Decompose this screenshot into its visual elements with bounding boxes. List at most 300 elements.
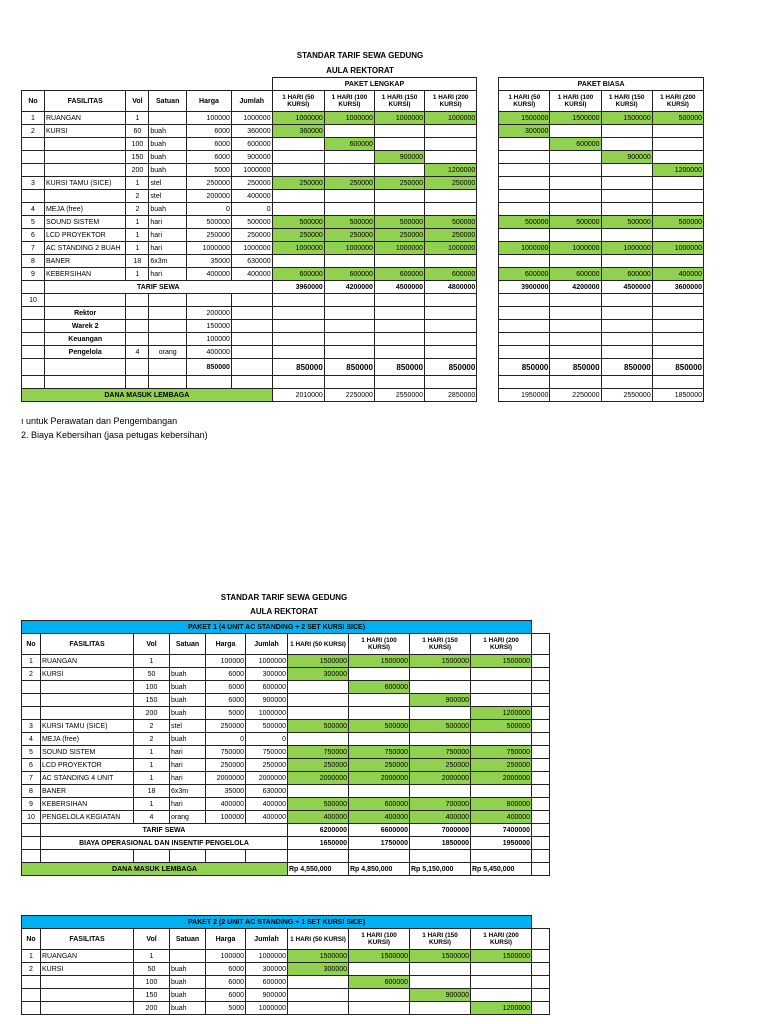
table-cell: 8 — [22, 785, 41, 798]
empty-cell — [324, 307, 374, 320]
table-cell: buah — [170, 668, 206, 681]
table-cell: 2 — [22, 125, 45, 138]
empty-cell — [532, 1002, 550, 1015]
table-cell: 1 — [134, 798, 170, 811]
table-cell — [22, 989, 41, 1002]
table-cell — [471, 668, 532, 681]
table-cell: 2000000 — [288, 772, 349, 785]
table-cell — [41, 989, 134, 1002]
spacer-cell — [477, 320, 499, 333]
table-cell: 600000 — [374, 268, 424, 281]
empty-cell — [601, 307, 652, 320]
table-row — [22, 759, 550, 772]
table-cell: 6000 — [186, 138, 231, 151]
empty-cell — [532, 759, 550, 772]
table-cell: buah — [149, 203, 187, 216]
table-cell — [410, 963, 471, 976]
table-cell — [324, 151, 374, 164]
empty-cell — [44, 376, 125, 389]
table-cell: 3 — [22, 720, 41, 733]
table-cell: 6000 — [186, 125, 231, 138]
table-cell: 250000 — [349, 759, 410, 772]
tarif-value: 4800000 — [425, 281, 477, 294]
table-cell: 6000 — [186, 151, 231, 164]
col-header: 1 HARI (200 KURSI) — [471, 634, 532, 655]
table-cell: 18 — [126, 255, 149, 268]
dana-value: 2250000 — [324, 389, 374, 402]
table-cell: buah — [170, 707, 206, 720]
table-cell — [471, 733, 532, 746]
table-cell: 100 — [134, 976, 170, 989]
table-cell: KURSI TAMU (SICE) — [44, 177, 125, 190]
empty-cell — [22, 346, 45, 359]
table-cell: 200000 — [186, 190, 231, 203]
empty-cell — [134, 850, 170, 863]
empty-cell — [499, 346, 550, 359]
table-cell — [41, 1002, 134, 1015]
table-cell: 1000000 — [246, 950, 288, 963]
table-cell: 1200000 — [425, 164, 477, 177]
table-cell — [374, 125, 424, 138]
table-cell: 400000 — [471, 811, 532, 824]
empty-cell — [532, 850, 550, 863]
spacer-cell — [477, 255, 499, 268]
table-cell: 1 — [22, 950, 41, 963]
table-cell — [324, 190, 374, 203]
col-header: Jumlah — [246, 634, 288, 655]
col-header: 1 HARI (150 KURSI) — [374, 91, 424, 112]
table-cell: 150 — [134, 694, 170, 707]
table-cell — [499, 229, 550, 242]
table-cell: 35000 — [206, 785, 246, 798]
table-cell: 400000 — [288, 811, 349, 824]
table-cell — [601, 203, 652, 216]
empty-cell — [601, 376, 652, 389]
empty-cell — [246, 850, 288, 863]
table-cell: 600000 — [246, 681, 288, 694]
table-cell: orang — [170, 811, 206, 824]
table-cell: 150 — [126, 151, 149, 164]
empty-cell — [532, 837, 550, 850]
empty-cell — [44, 294, 125, 307]
table-cell: 250000 — [425, 229, 477, 242]
table-cell — [374, 255, 424, 268]
table-cell: 6x3m — [170, 785, 206, 798]
table-cell: KEBERSIHAN — [41, 798, 134, 811]
table-cell — [374, 203, 424, 216]
col-header: Harga — [186, 91, 231, 112]
table-cell: 500000 — [186, 216, 231, 229]
table-cell: 2000000 — [471, 772, 532, 785]
table-cell: 1 — [134, 772, 170, 785]
header-row — [22, 634, 550, 655]
table-cell — [324, 164, 374, 177]
empty-cell — [532, 798, 550, 811]
spacer-cell — [477, 229, 499, 242]
empty-cell — [231, 333, 272, 346]
table-cell: 750000 — [288, 746, 349, 759]
table-cell: BANER — [44, 255, 125, 268]
dana-value: 2010000 — [272, 389, 324, 402]
table-cell: 600000 — [246, 976, 288, 989]
table-cell: 360000 — [272, 125, 324, 138]
spacer-cell — [477, 268, 499, 281]
table-cell — [44, 151, 125, 164]
table-cell — [272, 255, 324, 268]
table-cell: 250000 — [324, 229, 374, 242]
tarif-value: 3600000 — [652, 281, 703, 294]
tarif-value: 4500000 — [601, 281, 652, 294]
table-cell: 2 — [22, 963, 41, 976]
table-cell: RUANGAN — [44, 112, 125, 125]
empty-cell — [532, 634, 550, 655]
pengelola-row — [22, 346, 704, 359]
dana-value: 1850000 — [652, 389, 703, 402]
col-header: 1 HARI (200 KURSI) — [471, 929, 532, 950]
table-cell: 6 — [22, 759, 41, 772]
table-cell: 200 — [134, 1002, 170, 1015]
table-cell — [550, 229, 601, 242]
table-cell: 6000 — [206, 963, 246, 976]
dana-value: 2250000 — [550, 389, 601, 402]
table-cell: 1000000 — [272, 112, 324, 125]
empty-cell — [652, 320, 703, 333]
table-cell: Keuangan — [44, 333, 125, 346]
dana-label: DANA MASUK LEMBAGA — [22, 863, 288, 876]
table-row — [22, 989, 550, 1002]
spacer-cell — [477, 138, 499, 151]
table-cell: 600000 — [349, 681, 410, 694]
table-cell: 900000 — [601, 151, 652, 164]
empty-cell — [206, 850, 246, 863]
empty-cell — [349, 850, 410, 863]
table-cell: 1000000 — [246, 655, 288, 668]
table-cell: stel — [170, 720, 206, 733]
table-cell: 360000 — [231, 125, 272, 138]
table-cell — [44, 138, 125, 151]
tariff-table-paket-2 — [21, 915, 550, 1015]
col-header: 1 HARI (200 KURSI) — [425, 91, 477, 112]
biaya-value: 1650000 — [288, 837, 349, 850]
table-cell — [324, 255, 374, 268]
table-cell — [410, 707, 471, 720]
table-cell — [652, 190, 703, 203]
table-cell: 250000 — [324, 177, 374, 190]
tarif-value: 4200000 — [324, 281, 374, 294]
spacer-cell — [477, 164, 499, 177]
table-cell: 400000 — [246, 811, 288, 824]
empty-cell — [425, 376, 477, 389]
table-cell: 1000000 — [272, 242, 324, 255]
pengelola-row — [22, 307, 704, 320]
table-cell — [149, 320, 187, 333]
empty-cell — [22, 333, 45, 346]
table-cell: buah — [170, 976, 206, 989]
empty-cell — [425, 294, 477, 307]
table-cell: 750000 — [349, 746, 410, 759]
table-cell: 6000 — [206, 668, 246, 681]
table-row — [22, 811, 550, 824]
table-cell — [471, 785, 532, 798]
table-cell: 600000 — [550, 268, 601, 281]
table-cell: hari — [170, 759, 206, 772]
table-cell: orang — [149, 346, 187, 359]
empty-cell — [22, 376, 45, 389]
table-cell: 1000000 — [425, 242, 477, 255]
tarif-sewa-row — [22, 281, 704, 294]
table-cell — [471, 963, 532, 976]
table-cell: 2 — [126, 203, 149, 216]
empty-cell — [374, 294, 424, 307]
table-cell — [288, 733, 349, 746]
table-cell: 1500000 — [499, 112, 550, 125]
table-cell: 500000 — [349, 720, 410, 733]
empty-cell — [186, 294, 231, 307]
total-value: 850000 — [550, 359, 601, 376]
table-cell — [22, 694, 41, 707]
table-cell — [652, 151, 703, 164]
empty-cell — [149, 376, 187, 389]
col-header: 1 HARI (100 KURSI) — [349, 634, 410, 655]
empty-cell — [324, 333, 374, 346]
spacer-cell — [477, 125, 499, 138]
table-cell — [471, 681, 532, 694]
empty-cell — [601, 346, 652, 359]
tarif-value: 4200000 — [550, 281, 601, 294]
empty-cell — [532, 785, 550, 798]
table-cell: 2000000 — [410, 772, 471, 785]
empty-cell — [652, 376, 703, 389]
col-header: No — [22, 91, 45, 112]
spacer-cell — [477, 91, 499, 112]
total-value: 850000 — [601, 359, 652, 376]
empty-cell — [22, 281, 45, 294]
empty-cell — [532, 811, 550, 824]
empty-cell — [532, 929, 550, 950]
empty-cell — [231, 320, 272, 333]
table-cell — [471, 989, 532, 1002]
table-row — [22, 707, 550, 720]
table-cell: 1 — [126, 216, 149, 229]
table-cell — [22, 138, 45, 151]
col-header: 1 HARI (150 KURSI) — [410, 929, 471, 950]
dana-row — [22, 389, 704, 402]
sec1-subtitle: AULA REKTORAT — [326, 66, 394, 75]
empty-cell — [550, 320, 601, 333]
table-cell: 200 — [126, 164, 149, 177]
table-row — [22, 151, 704, 164]
dana-value: Rp 4,550,000 — [288, 863, 349, 876]
empty-cell — [532, 989, 550, 1002]
table-cell: MEJA (free) — [41, 733, 134, 746]
biaya-value: 1950000 — [471, 837, 532, 850]
table-cell: 1500000 — [410, 950, 471, 963]
table-cell — [425, 203, 477, 216]
table-cell: 500000 — [652, 216, 703, 229]
table-cell — [288, 694, 349, 707]
table-cell — [22, 1002, 41, 1015]
spacer-cell — [477, 376, 499, 389]
table-cell: 500000 — [288, 720, 349, 733]
header-row — [22, 929, 550, 950]
table-cell: 300000 — [288, 668, 349, 681]
table-cell: buah — [170, 733, 206, 746]
table-cell: 1000000 — [601, 242, 652, 255]
table-cell — [410, 668, 471, 681]
table-cell: 630000 — [246, 785, 288, 798]
table-row — [22, 112, 704, 125]
table-cell: 600000 — [324, 138, 374, 151]
table-cell: 500000 — [374, 216, 424, 229]
empty-row — [22, 376, 704, 389]
table-row — [22, 229, 704, 242]
tariff-table-paket-1 — [21, 620, 550, 876]
biaya-value: 1850000 — [410, 837, 471, 850]
col-header: 1 HARI (100 KURSI) — [550, 91, 601, 112]
table-cell: LCD PROYEKTOR — [44, 229, 125, 242]
empty-cell — [22, 837, 41, 850]
table-cell — [601, 190, 652, 203]
tarif-sewa-row — [22, 824, 550, 837]
table-cell: 100000 — [206, 811, 246, 824]
table-cell: buah — [170, 963, 206, 976]
empty-cell — [231, 307, 272, 320]
table-cell: hari — [149, 229, 187, 242]
empty-cell — [149, 294, 187, 307]
empty-cell — [425, 307, 477, 320]
table-cell: 1500000 — [471, 950, 532, 963]
table-cell — [601, 138, 652, 151]
table-cell — [550, 255, 601, 268]
table-cell — [601, 125, 652, 138]
table-cell: 6000 — [206, 976, 246, 989]
dana-label: DANA MASUK LEMBAGA — [22, 389, 273, 402]
table-row — [22, 125, 704, 138]
table-cell: 500000 — [471, 720, 532, 733]
table-row — [22, 772, 550, 785]
col-header: 1 HARI (150 KURSI) — [410, 634, 471, 655]
table-cell — [41, 681, 134, 694]
table-cell: 35000 — [186, 255, 231, 268]
table-cell: 1500000 — [471, 655, 532, 668]
table-cell: 1000000 — [550, 242, 601, 255]
spacer-cell — [477, 281, 499, 294]
table-cell — [288, 707, 349, 720]
table-cell: 3 — [22, 177, 45, 190]
empty-cell — [272, 346, 324, 359]
table-cell — [499, 164, 550, 177]
empty-row — [22, 850, 550, 863]
col-header: 1 HARI (150 KURSI) — [601, 91, 652, 112]
table-cell — [126, 333, 149, 346]
table-cell — [471, 976, 532, 989]
table-cell — [499, 255, 550, 268]
table-cell: 1 — [126, 242, 149, 255]
spacer-cell — [477, 333, 499, 346]
table-cell: AC STANDING 4 UNIT — [41, 772, 134, 785]
table-row — [22, 268, 704, 281]
dana-value: 2550000 — [374, 389, 424, 402]
table-cell: buah — [149, 151, 187, 164]
table-cell: 8 — [22, 255, 45, 268]
table-cell — [410, 1002, 471, 1015]
table-cell — [22, 707, 41, 720]
table-cell: 500000 — [288, 798, 349, 811]
table-row — [22, 668, 550, 681]
table-cell: AC STANDING 2 BUAH — [44, 242, 125, 255]
table-row — [22, 681, 550, 694]
empty-cell — [272, 320, 324, 333]
table-cell — [410, 681, 471, 694]
table-cell: 500000 — [324, 216, 374, 229]
total-value: 850000 — [324, 359, 374, 376]
table-cell: 100000 — [186, 333, 231, 346]
empty-cell — [324, 320, 374, 333]
empty-cell — [601, 294, 652, 307]
table-cell: PENGELOLA KEGIATAN — [41, 811, 134, 824]
table-cell: 600000 — [550, 138, 601, 151]
table-cell — [550, 164, 601, 177]
table-cell — [272, 138, 324, 151]
pengelola-row — [22, 333, 704, 346]
table-cell: 1000000 — [246, 1002, 288, 1015]
table-row — [22, 785, 550, 798]
table-cell: 100 — [134, 681, 170, 694]
col-header: Vol — [134, 929, 170, 950]
table-cell: 6000 — [206, 681, 246, 694]
empty-cell — [601, 320, 652, 333]
footnote-1: ı untuk Perawatan dan Pengembangan — [21, 416, 178, 426]
spacer-cell — [477, 294, 499, 307]
empty-cell — [499, 320, 550, 333]
table-cell: 100 — [126, 138, 149, 151]
spacer-cell — [477, 307, 499, 320]
spacer-cell — [477, 151, 499, 164]
col-header: Jumlah — [231, 91, 272, 112]
table-cell — [22, 151, 45, 164]
table-cell — [126, 307, 149, 320]
table-cell: 4 — [22, 203, 45, 216]
table-row — [22, 746, 550, 759]
sec2-title: STANDAR TARIF SEWA GEDUNG — [220, 593, 348, 602]
table-row — [22, 177, 704, 190]
table-cell: 1000000 — [231, 164, 272, 177]
table-cell: 750000 — [246, 746, 288, 759]
empty-cell — [550, 346, 601, 359]
table-cell: 50 — [134, 963, 170, 976]
total-value: 850000 — [374, 359, 424, 376]
table-cell: 9 — [22, 798, 41, 811]
tarif-value: 3900000 — [499, 281, 550, 294]
col-header: 1 HARI (50 KURSI) — [288, 634, 349, 655]
spacer-cell — [477, 177, 499, 190]
table-cell: 600000 — [425, 268, 477, 281]
footnote-2: 2. Biaya Kebersihan (jasa petugas kebersihan) — [21, 430, 208, 440]
table-cell: 1 — [126, 268, 149, 281]
table-cell — [288, 1002, 349, 1015]
table-cell: 300000 — [288, 963, 349, 976]
col-header: No — [22, 634, 41, 655]
tarif-value: 4500000 — [374, 281, 424, 294]
table-cell — [652, 203, 703, 216]
col-header: Vol — [126, 91, 149, 112]
table-cell: buah — [170, 1002, 206, 1015]
spacer-cell — [477, 216, 499, 229]
table-cell: 750000 — [471, 746, 532, 759]
table-cell: 6 — [22, 229, 45, 242]
spacer-cell — [477, 242, 499, 255]
table-cell: KURSI — [41, 668, 134, 681]
